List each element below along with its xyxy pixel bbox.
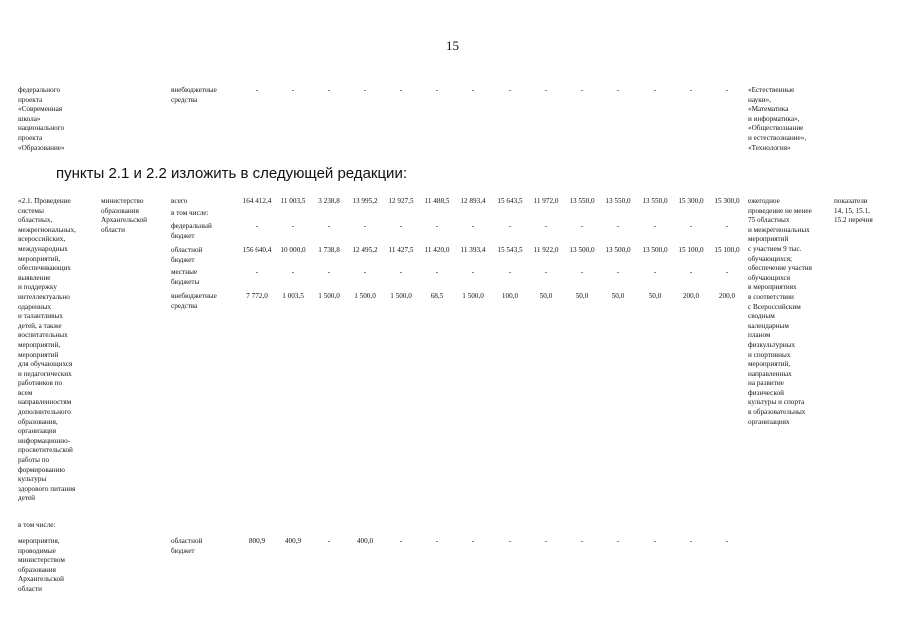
funding-source: в том числе:: [171, 209, 209, 217]
value-cell: -: [544, 86, 548, 94]
value-cell: 11 972,0: [533, 197, 559, 205]
value-cell: -: [689, 537, 693, 545]
value-cell: -: [327, 222, 331, 230]
value-cell: 10 000,0: [280, 246, 306, 254]
value-cell: 1 738,8: [318, 246, 340, 254]
value-cell: -: [616, 86, 620, 94]
value-cell: 15 543,5: [497, 246, 523, 254]
value-cell: 3 238,8: [318, 197, 340, 205]
value-cell: -: [363, 268, 367, 276]
value-cell: 11 922,0: [533, 246, 559, 254]
value-cell: 1 500,0: [462, 292, 484, 300]
value-cell: -: [435, 222, 439, 230]
value-cell: 12 927,5: [388, 197, 414, 205]
value-cell: 50,0: [575, 292, 589, 300]
expected-result: ежегодное проведение не менее 75 областных и межрегиональных мероприятий с участием 9 тыс. обучающихся; обеспечение участия обучающихся в мероприятиях в соответствии с Всероссийским сводным календарным планом физкультурных и спортивных мероприятий, направленных на развитие физической культуры и спорта в образовательных организациях: [748, 197, 812, 426]
funding-source: местные бюджеты: [171, 268, 200, 286]
value-cell: 164 412,4: [242, 197, 272, 205]
value-cell: -: [653, 268, 657, 276]
value-cell: 1 500,0: [390, 292, 412, 300]
value-cell: -: [363, 86, 367, 94]
value-cell: -: [435, 268, 439, 276]
value-cell: 50,0: [539, 292, 553, 300]
value-cell: 400,0: [356, 537, 374, 545]
value-cell: -: [725, 222, 729, 230]
value-cell: -: [471, 222, 475, 230]
value-cell: 15 300,0: [678, 197, 704, 205]
value-cell: -: [508, 537, 512, 545]
value-cell: -: [653, 222, 657, 230]
value-cell: -: [327, 86, 331, 94]
value-cell: -: [399, 222, 403, 230]
section-heading: пункты 2.1 и 2.2 изложить в следующей редакции:: [56, 165, 407, 182]
value-cell: 13 500,0: [569, 246, 595, 254]
value-cell: 11 488,5: [424, 197, 450, 205]
value-cell: -: [399, 86, 403, 94]
value-cell: -: [580, 222, 584, 230]
value-cell: 11 003,5: [280, 197, 306, 205]
value-cell: 11 420,0: [424, 246, 450, 254]
value-cell: -: [689, 86, 693, 94]
value-cell: -: [725, 268, 729, 276]
funding-source: внебюджетные средства: [171, 292, 217, 310]
value-cell: 11 393,4: [460, 246, 486, 254]
value-cell: 13 500,0: [642, 246, 668, 254]
value-cell: 13 550,0: [569, 197, 595, 205]
value-cell: 100,0: [501, 292, 519, 300]
value-cell: -: [653, 86, 657, 94]
executor: министерство образования Архангельской области: [101, 197, 147, 234]
value-cell: -: [544, 268, 548, 276]
top-row-result: «Естественные науки», «Математика и информатика», «Обществознание и естествознание», «Технология»: [748, 86, 807, 152]
value-cell: 13 995,2: [352, 197, 378, 205]
value-cell: -: [471, 537, 475, 545]
value-cell: 156 640,4: [242, 246, 272, 254]
value-cell: -: [580, 86, 584, 94]
value-cell: -: [255, 86, 259, 94]
value-cell: 400,9: [284, 537, 302, 545]
top-row-measure: федерального проекта «Современная школа» национального проекта «Образование»: [18, 86, 65, 152]
value-cell: -: [544, 222, 548, 230]
value-cell: 13 550,0: [642, 197, 668, 205]
value-cell: -: [544, 537, 548, 545]
value-cell: -: [616, 222, 620, 230]
value-cell: 1 500,0: [318, 292, 340, 300]
value-cell: -: [291, 86, 295, 94]
value-cell: 1 003,5: [282, 292, 304, 300]
sub-source: областной бюджет: [171, 537, 203, 555]
value-cell: -: [363, 222, 367, 230]
value-cell: 200,0: [682, 292, 700, 300]
value-cell: 12 893,4: [460, 197, 486, 205]
value-cell: -: [508, 222, 512, 230]
value-cell: -: [580, 268, 584, 276]
value-cell: -: [508, 268, 512, 276]
value-cell: -: [725, 86, 729, 94]
value-cell: 1 500,0: [354, 292, 376, 300]
sub-label: в том числе:: [18, 521, 56, 529]
value-cell: -: [255, 222, 259, 230]
value-cell: 13 500,0: [605, 246, 631, 254]
value-cell: 12 495,2: [352, 246, 378, 254]
value-cell: 50,0: [648, 292, 662, 300]
value-cell: -: [471, 86, 475, 94]
value-cell: -: [508, 86, 512, 94]
value-cell: 11 427,5: [388, 246, 414, 254]
value-cell: -: [435, 86, 439, 94]
measure-description: «2.1. Проведение системы областных, межрегиональных, всероссийских, международных мероприятий, обеспечивающих выявление и поддержку интеллектуально одаренных и талантливых детей, а также воспитательных мероприятий, мероприятий для обучающихся и педагогических работников по всем направленностям дополнительного образования, организация информационно- просветительской работы по формированию культуры здорового питания детей: [18, 197, 76, 503]
value-cell: -: [291, 222, 295, 230]
funding-source: федеральный бюджет: [171, 222, 212, 240]
value-cell: 15 300,0: [714, 197, 740, 205]
value-cell: 15 100,0: [714, 246, 740, 254]
value-cell: 50,0: [611, 292, 625, 300]
value-cell: -: [327, 537, 331, 545]
value-cell: -: [689, 268, 693, 276]
funding-source: областной бюджет: [171, 246, 203, 264]
value-cell: -: [291, 268, 295, 276]
value-cell: -: [327, 268, 331, 276]
page-number: 15: [446, 38, 459, 53]
value-cell: 200,0: [718, 292, 736, 300]
funding-source: всего: [171, 197, 188, 205]
value-cell: 68,5: [430, 292, 444, 300]
value-cell: -: [580, 537, 584, 545]
value-cell: 7 772,0: [246, 292, 268, 300]
value-cell: -: [399, 268, 403, 276]
value-cell: -: [399, 537, 403, 545]
value-cell: 13 550,0: [605, 197, 631, 205]
value-cell: -: [725, 537, 729, 545]
value-cell: 15 100,0: [678, 246, 704, 254]
value-cell: -: [435, 537, 439, 545]
value-cell: 800,9: [248, 537, 266, 545]
value-cell: 15 643,5: [497, 197, 523, 205]
value-cell: -: [616, 537, 620, 545]
value-cell: -: [471, 268, 475, 276]
value-cell: -: [653, 537, 657, 545]
value-cell: -: [689, 222, 693, 230]
value-cell: -: [255, 268, 259, 276]
sub-measure: мероприятия, проводимые министерством образования Архангельской области: [18, 537, 65, 593]
value-cell: -: [616, 268, 620, 276]
top-row-source: внебюджетные средства: [171, 86, 217, 104]
indicators: показатели 14, 15, 15.1, 15.2 перечня: [834, 197, 873, 225]
